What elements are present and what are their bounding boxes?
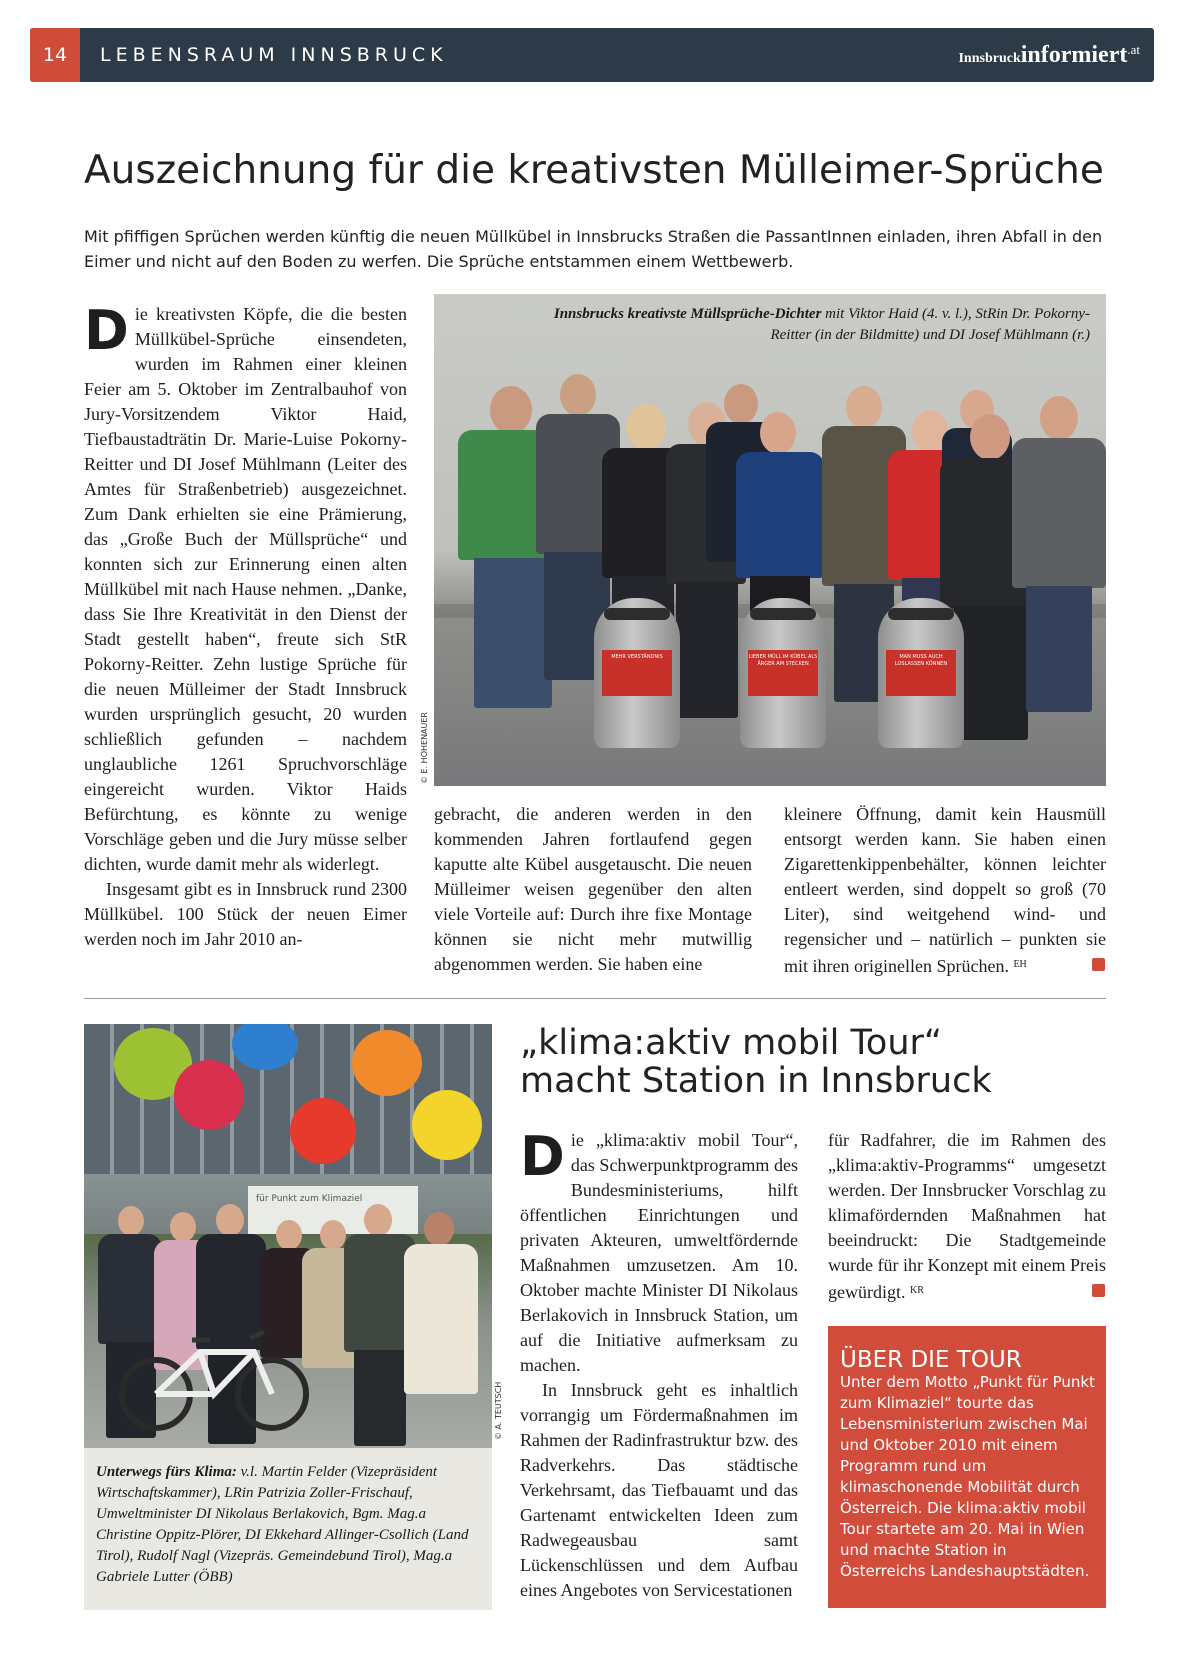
article2-title-line-2: macht Station in Innsbruck — [520, 1061, 992, 1101]
photo-caption — [96, 1462, 480, 1588]
end-mark-icon — [1092, 958, 1105, 971]
stage-banner: für Punkt zum Klimaziel — [248, 1186, 418, 1242]
klima-tour-photo — [84, 1024, 492, 1448]
award-photo — [434, 294, 1106, 786]
waste-bin — [594, 598, 680, 748]
dropcap: D — [84, 299, 129, 362]
photo-credit: © E. HOHENAUER — [420, 712, 429, 784]
author-initials: EH — [1013, 959, 1027, 970]
dropcap: D — [520, 1125, 565, 1188]
author-initials: KR — [909, 1285, 924, 1296]
bin-slogan: MAN MUSS AUCH LOSLASSEN KÖNNEN — [886, 650, 956, 696]
photo-caption — [550, 304, 1090, 346]
section-title: LEBENSRAUM INNSBRUCK — [100, 44, 448, 66]
article1-text: ie kreativsten Köpfe, die die besten Müllkübel-Sprüche einsendeten, wurden im Rahmen einer kleinen Feier am 5. Oktober im Zentralbauhof von Jury-Vorsitzendem Viktor Haid, Tiefbaustadträtin Dr. Marie-Luise Pokorny-Reitter und DI Josef Mühlmann (Leiter des Amtes für Straßenbetrieb) ausgezeichnet. Zum Dank erhielten sie eine Prämierung, das „Große Buch der Müllsprüche“ und konnten sich zur Erinnerung einen alten Müllkübel mit nach Hause nehmen. „Danke, dass Sie Ihre Kreativität in den Dienst der Stadt gestellt haben“, freute sich StR Pokorny-Reitter. Zehn lustige Sprüche für die neuen Mülleimer der Stadt Innsbruck wurden ursprünglich gesucht, 20 wurden schließlich gefunden – nachdem unglaubliche 1261 Spruchvorschläge eingereicht wurden. Viktor Haids Befürchtung, es könnte zu wenige Vorschläge geben und die Jury müsse selber dichten, wurde damit mehr als widerlegt. — [84, 304, 407, 874]
article1-paragraph — [84, 299, 407, 877]
article2-column-2 — [828, 1128, 1106, 1305]
bin-slogan: LIEBER MÜLL IM KÜBEL ALS ÄRGER AM STECKEN — [748, 650, 818, 696]
page-header — [30, 28, 1154, 82]
page-number: 14 — [30, 28, 80, 82]
article2-column-2-text: für Radfahrer, die im Rahmen des „klima:aktiv-Programms“ umgesetzt werden. Der Innsbrucker Vorschlag zu klimafördernden Maßnahmen hat beeindruckt: Die Stadtgemeinde wurde für ihr Konzept mit einem Preis gewürdigt. — [828, 1130, 1106, 1302]
article-title: Auszeichnung für die kreativsten Mülleimer-Sprüche — [84, 148, 1104, 193]
info-box — [828, 1326, 1106, 1608]
brand-logo[interactable] — [958, 42, 1140, 69]
article2-paragraph — [520, 1125, 798, 1378]
end-mark-icon — [1092, 1284, 1105, 1297]
article1-column-2: gebracht, die anderen werden in den kommenden Jahren fortlaufend gegen kaputte alte Kübel ausgetauscht. Die neuen Mülleimer weisen gegenüber den alten viele Vorteile auf: Durch ihre fixe Montage können sie nicht mehr mutwillig abgenommen werden. Sie haben eine — [434, 804, 752, 974]
article2-paragraph-2: In Innsbruck geht es inhaltlich vorrangig um Fördermaßnahmen im Rahmen der Radinfrastruktur bzw. des Radverkehrs. Das städtische Verkehrsamt, das Tiefbauamt und das Gartenamt entwickelten Ideen zum Radwegeausbau samt Lückenschlüssen und dem Aufbau eines Angebotes von Servicestationen — [520, 1380, 798, 1600]
photo-caption-box — [84, 1448, 492, 1610]
article-lead: Mit pfiffigen Sprüchen werden künftig die neuen Müllkübel in Innsbrucks Straßen die PassantInnen einladen, ihren Abfall in den Eimer und nicht auf den Boden zu werfen. Die Sprüche entstammen einem Wettbewerb. — [84, 227, 1103, 271]
info-box-title: ÜBER DIE TOUR — [840, 1347, 1022, 1373]
waste-bin — [740, 598, 826, 748]
article2-title — [520, 1024, 992, 1100]
photo-caption-text: mit Viktor Haid (4. v. l.), StRin Dr. Pokorny-Reitter (in der Bildmitte) und DI Josef Mühlmann (r.) — [770, 306, 1090, 343]
bicycle-icon — [114, 1324, 314, 1434]
brand-prefix: Innsbruck — [958, 51, 1021, 66]
article2-column-1 — [520, 1125, 798, 1603]
photo-caption-bold: Unterwegs fürs Klima: — [96, 1464, 237, 1480]
photo-caption-text: v.l. Martin Felder (Vizepräsident Wirtschaftskammer), LRin Patrizia Zoller-Frischauf, Umweltminister DI Nikolaus Berlakovich, Bgm. Mag.a Christine Oppitz-Plörer, DI Ekkehard Allinger-Csollich (Land Tirol), Rudolf Nagl (Vizepräs. Gemeindebund Tirol), Mag.a Gabriele Lutter (ÖBB) — [96, 1464, 469, 1585]
brand-suffix: .at — [1127, 42, 1140, 57]
article2-title-line-1: „klima:aktiv mobil Tour“ — [520, 1023, 943, 1063]
photo-credit: © A. TEUTSCH — [494, 1381, 503, 1440]
article-divider — [84, 998, 1106, 999]
waste-bin — [878, 598, 964, 748]
photo-caption-bold: Innsbrucks kreativste Müllsprüche-Dichter — [553, 306, 822, 322]
brand-main: informiert — [1020, 42, 1128, 68]
article1-paragraph-2: Insgesamt gibt es in Innsbruck rund 2300 Müllkübel. 100 Stück der neuen Eimer werden noch im Jahr 2010 an- — [84, 879, 407, 949]
article2-text: ie „klima:aktiv mobil Tour“, das Schwerpunktprogramm des Bundesministeriums, hilft öffentlichen Einrichtungen und privaten Akteuren, umweltfördernde Maßnahmen umzusetzen. Am 10. Oktober machte Minister DI Nikolaus Berlakovich in Innsbruck Station, um auf die Initiative aufmerksam zu machen. — [520, 1130, 798, 1375]
bin-slogan: MEHR VERSTÄNDNIS — [602, 650, 672, 696]
info-box-text: Unter dem Motto „Punkt für Punkt zum Klimaziel“ tourte das Lebensministerium zwischen Mai und Oktober 2010 mit einem Programm rund um klimaschonende Mobilität durch Österreich. Die klima:aktiv mobil Tour startete am 20. Mai in Wien und machte Station in Österreichs Landeshauptstädten. — [840, 1373, 1095, 1580]
article1-column-1 — [84, 299, 407, 952]
article1-column-3 — [784, 802, 1106, 979]
article1-column-3-text: kleinere Öffnung, damit kein Hausmüll entsorgt werden kann. Sie haben einen Zigarettenkippenbehälter, können leichter entleert werden, sind doppelt so groß (70 Liter), sind weitgehend wind- und regensicher und – natürlich – punkten sie mit ihren originellen Sprüchen. — [784, 804, 1106, 976]
